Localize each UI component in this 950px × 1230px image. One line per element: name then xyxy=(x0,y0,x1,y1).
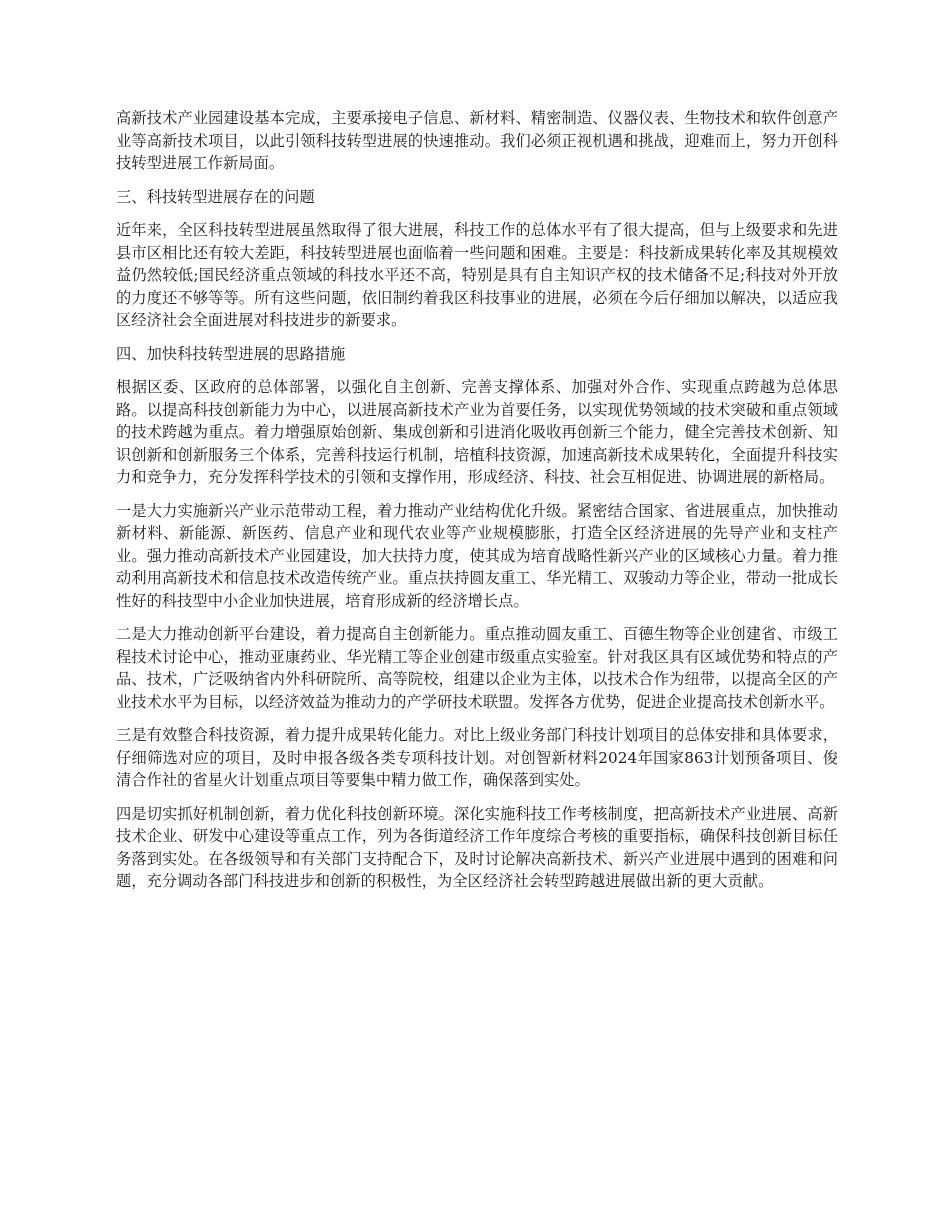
paragraph-intro: 高新技术产业园建设基本完成，主要承接电子信息、新材料、精密制造、仪器仪表、生物技术和软件创意产业等高新技术项目，以此引领科技转型进展的快速推动。我们必须正视机遇和挑战，迎难而上，努力开创科技转型进展工作新局面。 xyxy=(116,109,838,172)
paragraph-measure-one: 一是大力实施新兴产业示范带动工程，着力推动产业结构优化升级。紧密结合国家、省进展重点，加快推动新材料、新能源、新医药、信息产业和现代农业等产业规模膨胀，打造全区经济进展的先导产业和支柱产业。强力推动高新技术产业园建设，加大扶持力度，使其成为培育战略性新兴产业的区域核心力量。着力推动利用高新技术和信息技术改造传统产业。重点扶持圆友重工、华光精工、双骏动力等企业，带动一批成长性好的科技型中小企业加快进展，培育形成新的经济增长点。 xyxy=(116,501,838,610)
paragraph-measure-four: 四是切实抓好机制创新，着力优化科技创新环境。深化实施科技工作考核制度，把高新技术产业进展、高新技术企业、研发中心建设等重点工作，列为各街道经济工作年度综合考核的重要指标，确保科技创新目标任务落到实处。在各级领导和有关部门支持配合下，及时讨论解决高新技术、新兴产业进展中遇到的困难和问题，充分调动各部门科技进步和创新的积极性，为全区经济社会转型跨越进展做出新的更大贡献。 xyxy=(116,804,838,890)
paragraph-problems: 近年来，全区科技转型进展虽然取得了很大进展，科技工作的总体水平有了很大提高，但与上级要求和先进县市区相比还有较大差距，科技转型进展也面临着一些问题和困难。主要是：科技新成果转化率及其规模效益仍然较低;国民经济重点领域的科技水平还不高，特别是具有自主知识产权的技术储备不足;科技对外开放的力度还不够等等。所有这些问题，依旧制约着我区科技事业的进展，必须在今后仔细加以解决，以适应我区经济社会全面进展对科技进步的新要求。 xyxy=(116,221,838,329)
document-body xyxy=(116,107,838,904)
section-heading-measures: 四、加快科技转型进展的思路措施 xyxy=(116,344,346,363)
section-heading-problems: 三、科技转型进展存在的问题 xyxy=(116,187,315,206)
paragraph-measure-three: 三是有效整合科技资源，着力提升成果转化能力。对比上级业务部门科技计划项目的总体安排和具体要求，仔细筛选对应的项目，及时申报各级各类专项科技计划。对创智新材料2024年国家863计划预备项目、俊清合作社的省星火计划重点项目等要集中精力做工作，确保落到实处。 xyxy=(116,726,838,789)
paragraph-measure-two: 二是大力推动创新平台建设，着力提高自主创新能力。重点推动圆友重工、百德生物等企业创建省、市级工程技术讨论中心，推动亚康药业、华光精工等企业创建市级重点实验室。针对我区具有区域优势和特点的产品、技术，广泛吸纳省内外科研院所、高等院校，组建以企业为主体，以技术合作为纽带，以提高全区的产业技术水平为目标，以经济效益为推动力的产学研技术联盟。发挥各方优势，促进企业提高技术创新水平。 xyxy=(116,625,838,711)
paragraph-overall-approach: 根据区委、区政府的总体部署，以强化自主创新、完善支撑体系、加强对外合作、实现重点跨越为总体思路。以提高科技创新能力为中心，以进展高新技术产业为首要任务，以实现优势领域的技术突破和重点领域的技术跨越为重点。着力增强原始创新、集成创新和引进消化吸收再创新三个能力，健全完善技术创新、知识创新和创新服务三个体系，完善科技运行机制，培植科技资源，加速高新技术成果转化，全面提升科技实力和竞争力，充分发挥科学技术的引领和支撑作用，形成经济、科技、社会互相促进、协调进展的新格局。 xyxy=(116,378,838,486)
